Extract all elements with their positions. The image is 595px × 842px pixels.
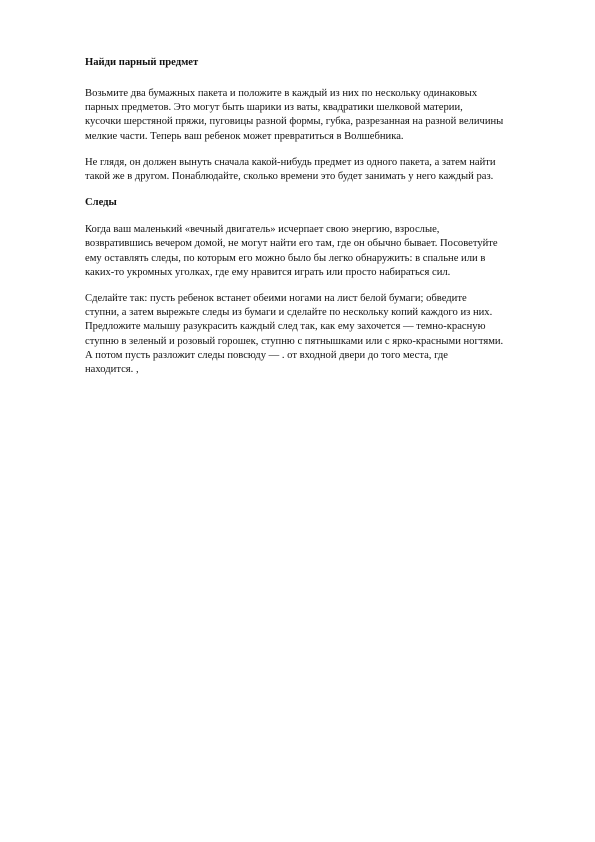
text-line: парных предметов. Это могут быть шарики из ваты, квадратики шелковой материи, <box>85 102 463 114</box>
text-line: находится. , <box>85 364 139 376</box>
text-line: Возьмите два бумажных пакета и положите в каждый из них по нескольку одинаковых <box>85 88 478 99</box>
text-line: ему оставлять следы, по которым его можно было бы легко обнаружить: в спальне или в <box>85 252 486 264</box>
paragraph <box>85 87 555 144</box>
text-line: Предложите малышу разукрасить каждый след так, как ему захочется — темно-красную <box>85 321 486 333</box>
text-line: А потом пусть разложит следы повсюду — . от входной двери до того места, где <box>85 349 449 361</box>
text-line: Когда ваш маленький «вечный двигатель» исчерпает свою энергию, взрослые, <box>85 224 440 236</box>
section-heading: Найди парный предмет <box>85 57 199 68</box>
paragraph <box>85 223 555 280</box>
text-line: возвратившись вечером домой, не могут найти его там, где он обычно бывает. Посоветуйте <box>85 238 498 250</box>
text-line: кусочки шерстяной пряжи, пуговицы разной формы, губка, разрезанная на разной величины <box>85 116 504 128</box>
text-line: Не глядя, он должен вынуть сначала какой-нибудь предмет из одного пакета, а затем найти <box>85 156 496 168</box>
text-line: Сделайте так: пусть ребенок встанет обеими ногами на лист белой бумаги; обведите <box>85 293 467 305</box>
text-line: ступню в зеленый и розовый горошек, ступню с пятнышками или с ярко-красными ногтями. <box>85 335 504 347</box>
text-line: ступни, а затем вырежьте следы из бумаги и сделайте по нескольку копий каждого из них. <box>85 307 493 319</box>
document-page <box>85 56 555 377</box>
text-line: каких-то укромных уголках, где ему нравится играть или просто набираться сил. <box>85 266 451 278</box>
paragraph <box>85 156 555 184</box>
section-heading: Следы <box>85 197 117 209</box>
text-line: мелкие части. Теперь ваш ребенок может превратиться в Волшебника. <box>85 130 404 142</box>
text-line: такой же в другом. Понаблюдайте, сколько времени это будет занимать у него каждый раз. <box>85 171 494 183</box>
paragraph <box>85 292 555 377</box>
